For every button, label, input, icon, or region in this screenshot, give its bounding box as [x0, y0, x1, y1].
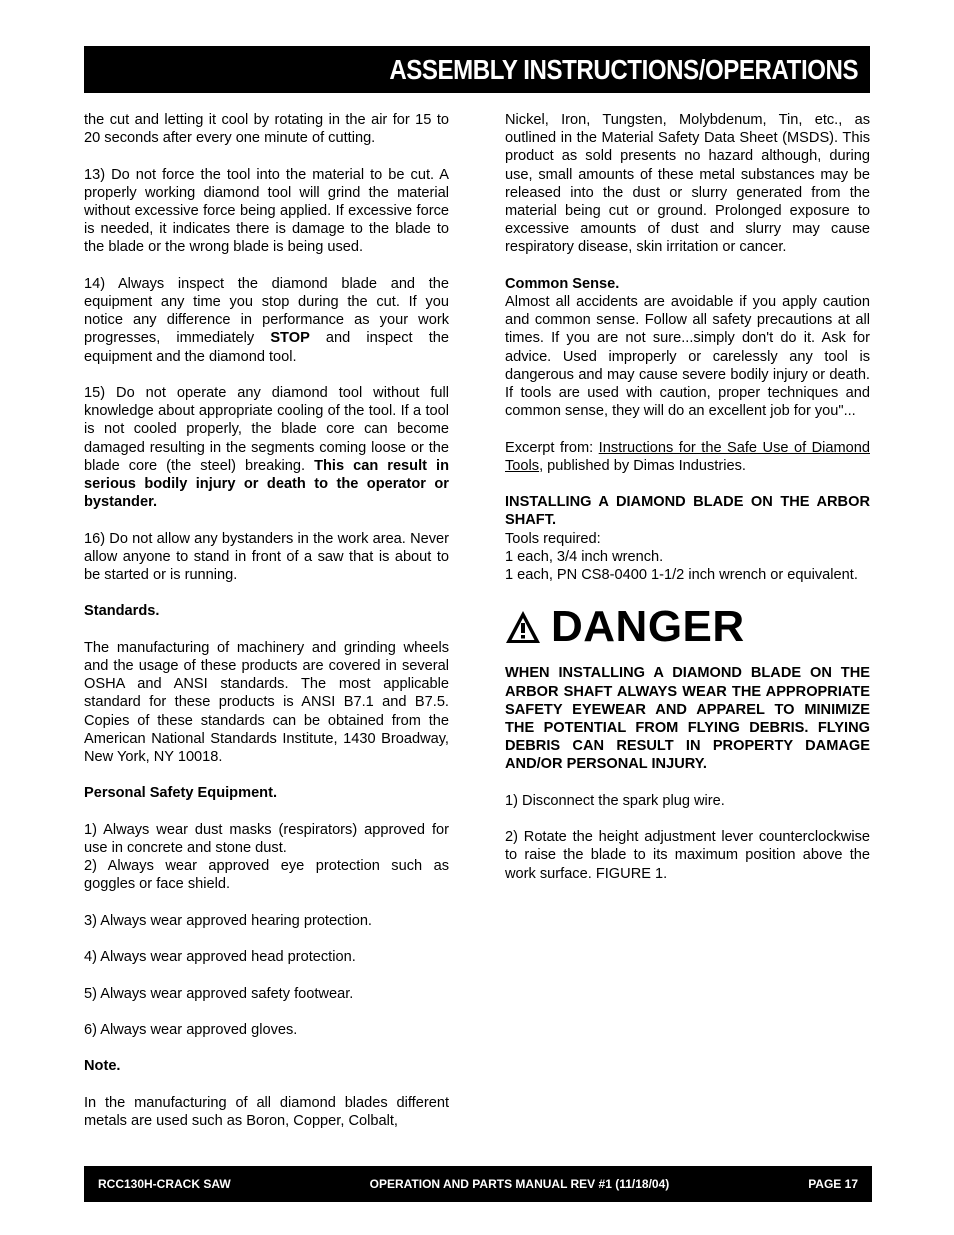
installing-heading — [505, 493, 870, 529]
tool-item-2: 1 each, PN CS8-0400 1-1/2 inch wrench or equivalent. — [505, 567, 858, 584]
tools-required: Tools required: — [505, 530, 601, 547]
right-column — [505, 111, 870, 901]
pse-item-6: 6) Always wear approved gloves. — [84, 1021, 298, 1038]
note-text: In the manufacturing of all diamond blades different metals are used such as Boron, Copper, Colbalt, — [84, 1094, 449, 1129]
excerpt-prefix: Excerpt from: — [505, 439, 599, 456]
pse-item-5: 5) Always wear approved safety footwear. — [84, 985, 354, 1002]
footer-manual: OPERATION AND PARTS MANUAL REV #1 (11/18/04) — [369, 1177, 670, 1191]
standards-heading-text: Standards. — [84, 603, 160, 620]
instruction-14-text: 14) Always inspect the diamond blade and the equipment any time you stop during the cut. If you notice any difference in performance as your work progresses, immediately — [84, 275, 449, 347]
warning-triangle-icon — [505, 610, 541, 644]
standards-heading — [84, 602, 449, 620]
excerpt-title: Instructions for the Safe Use of Diamond Tools — [505, 439, 870, 474]
danger-banner — [505, 602, 870, 652]
excerpt-suffix: , published by Dimas Industries. — [539, 457, 746, 474]
page-header — [84, 46, 870, 93]
note-continuation: Nickel, Iron, Tungsten, Molybdenum, Tin, etc., as outlined in the Material Safety Data Sheet (MSDS). This product as sold presents no hazard although, during use, small amounts of these metal substances may be released into the dust or slurry generated from the material being cut or ground. Prolonged exposure to excessive amounts of dust and slurry may cause respiratory disease, skin irritation or cancer. — [505, 112, 870, 256]
excerpt — [505, 439, 870, 475]
note-heading — [84, 1057, 449, 1075]
instruction-13: 13) Do not force the tool into the material to be cut. A properly working diamond tool will grind the material without excessive force being applied. If excessive force is needed, it indicates there is damage to the blade to the blade or the wrong blade is being used. — [84, 166, 449, 256]
footer-model: RCC130H-CRACK SAW — [98, 1177, 231, 1191]
pse-item-1: 1) Always wear dust masks (respirators) approved for use in concrete and stone dust. — [84, 821, 449, 856]
page-title: ASSEMBLY INSTRUCTIONS/OPERATIONS — [389, 53, 858, 85]
installing-heading-text: INSTALLING A DIAMOND BLADE ON THE ARBOR SHAFT. — [505, 494, 870, 529]
step-2: 2) Rotate the height adjustment lever counterclockwise to raise the blade to its maximum position above the work surface. FIGURE 1. — [505, 829, 870, 882]
danger-text: WHEN INSTALLING A DIAMOND BLADE ON THE ARBOR SHAFT ALWAYS WEAR THE APPROPRIATE SAFETY EYEWEAR AND APPAREL TO MINIMIZE THE POTENTIAL FROM FLYING DEBRIS. FLYING DEBRIS CAN RESULT IN PROPERTY DAMAGE AND/OR PERSONAL INJURY. — [505, 665, 870, 773]
left-column — [84, 111, 449, 1130]
tool-item-1: 1 each, 3/4 inch wrench. — [505, 548, 664, 565]
page-footer — [84, 1166, 872, 1202]
instruction-15-text: 15) Do not operate any diamond tool without full knowledge about appropriate cooling of the tool. If a tool is not cooled properly, the blade core can become damaged resulting in the segments coming loose or the blade core (the steel) breaking. — [84, 385, 449, 474]
stop-emphasis: STOP — [270, 330, 310, 347]
pse-item-2: 2) Always wear approved eye protection such as goggles or face shield. — [84, 858, 449, 893]
pse-item-3: 3) Always wear approved hearing protection. — [84, 912, 372, 929]
danger-label: DANGER — [551, 602, 745, 652]
instruction-14 — [84, 275, 449, 366]
instruction-15 — [84, 384, 449, 511]
footer-page-number: PAGE 17 — [808, 1177, 858, 1191]
instruction-15-warning: This can result in serious bodily injury or death to the operator or bystander. — [84, 457, 449, 511]
common-sense-heading — [505, 275, 870, 293]
paragraph-continuation: the cut and letting it cool by rotating in the air for 15 to 20 seconds after every one minute of cutting. — [84, 112, 449, 147]
note-heading-text: Note. — [84, 1058, 121, 1075]
pse-heading — [84, 784, 449, 802]
pse-item-4: 4) Always wear approved head protection. — [84, 949, 356, 966]
common-sense-heading-text: Common Sense. — [505, 275, 620, 292]
instruction-14-text-end: and inspect the equipment and the diamond tool. — [84, 330, 450, 365]
pse-heading-text: Personal Safety Equipment. — [84, 785, 278, 802]
instruction-16: 16) Do not allow any bystanders in the work area. Never allow anyone to stand in front of a saw that is about to be started or is running. — [84, 530, 449, 584]
standards-text: The manufacturing of machinery and grinding wheels and the usage of these products are covered in several OSHA and ANSI standards. The most applicable standard for these products is ANSI B7.1 and B7.5. Copies of these standards can be obtained from the American National Standards Institute, 1430 Broadway, New York, NY 10018. — [84, 639, 449, 766]
common-sense-text: Almost all accidents are avoidable if you apply caution and common sense. Follow all safety precautions at all times. If you are not sure...simply don't do it. Ask for advice. Used improperly or carelessly any tool is dangerous and may cause severe bodily injury or death. If tools are used with caution, proper techniques and common sense, they will do an excellent job for you"... — [505, 294, 870, 420]
step-1: 1) Disconnect the spark plug wire. — [505, 792, 725, 809]
